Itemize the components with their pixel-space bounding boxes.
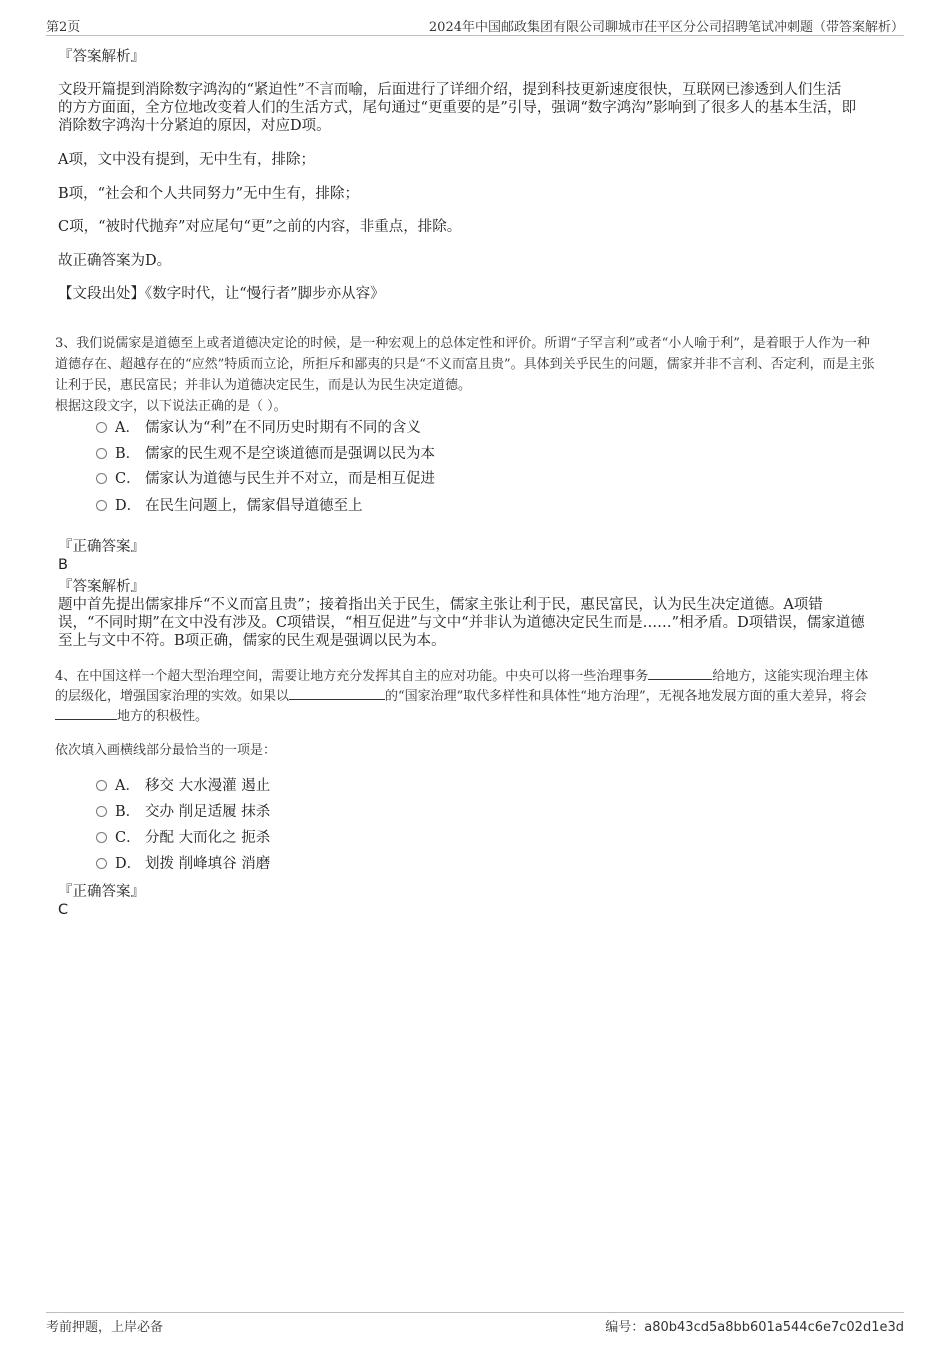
q4-option-b[interactable]: B． 交办 削足适履 抹杀 (96, 803, 270, 821)
q4-answer: C (58, 902, 69, 918)
q3-answer: B (58, 557, 68, 573)
radio-icon[interactable] (96, 448, 107, 459)
q3-analysis-line-3: 至上与文中不符。B项正确，儒家的民生观是强调以民为本。 (58, 633, 446, 649)
radio-icon[interactable] (96, 780, 107, 791)
q4-blank-1 (648, 667, 712, 680)
q4-option-a[interactable]: A． 移交 大水漫灌 遏止 (96, 777, 270, 795)
radio-icon[interactable] (96, 473, 107, 484)
document-title: 2024年中国邮政集团有限公司聊城市茌平区分公司招聘笔试冲刺题（带答案解析） (428, 20, 904, 35)
page-number: 第2页 (46, 20, 81, 35)
q4-blank-2 (289, 687, 385, 700)
radio-icon[interactable] (96, 832, 107, 843)
q4-answer-label: 『正确答案』 (58, 884, 145, 900)
q3-option-c[interactable]: C． 儒家认为道德与民生并不对立，而是相互促进 (96, 470, 435, 488)
q2-analysis-line-2: 的方方面面，全方位地改变着人们的生活方式，尾句通过“更重要的是”引导，强调“数字鸿沟”影响到了很多人的基本生活，即 (58, 100, 857, 116)
q3-option-a[interactable]: A． 儒家认为“利”在不同历史时期有不同的含义 (96, 419, 421, 437)
q3-analysis-label: 『答案解析』 (58, 579, 145, 595)
q2-analysis-line-1: 文段开篇提到消除数字鸿沟的“紧迫性”不言而喻，后面进行了详细介绍，提到科技更新速度很快，互联网已渗透到人们生活 (58, 82, 842, 98)
q2-point-a: A项，文中没有提到，无中生有，排除； (58, 152, 315, 168)
q2-conclusion: 故正确答案为D。 (58, 253, 172, 269)
q4-prompt: 依次填入画横线部分最恰当的一项是： (55, 743, 277, 758)
q3-option-b[interactable]: B． 儒家的民生观不是空谈道德而是强调以民为本 (96, 445, 435, 463)
q3-option-d[interactable]: D． 在民生问题上，儒家倡导道德至上 (96, 497, 363, 515)
q2-source: 【文段出处】《数字时代，让“慢行者”脚步亦从容》 (58, 286, 385, 302)
q2-analysis-label: 『答案解析』 (58, 49, 145, 65)
q3-stem-line-3: 让利于民，惠民富民；并非认为道德决定民生，而是认为民生决定道德。 (55, 378, 472, 393)
radio-icon[interactable] (96, 858, 107, 869)
document-code: 编号：a80b43cd5a8bb601a544c6e7c02d1e3d (605, 1320, 904, 1335)
q4-stem-line-2: 的层级化，增强国家治理的实效。如果以 的“国家治理”取代多样性和具体性“地方治理”，无视各地发展方面的重大差异，将会 (55, 689, 867, 704)
q2-point-c: C项，“被时代抛弃”对应尾句“更”之前的内容，非重点，排除。 (58, 219, 462, 235)
q3-stem-line-2: 道德存在、超越存在的“应然”特质而立论，所拒斥和鄙夷的只是“不义而富且贵”。具体到关乎民生的问题，儒家并非不言利、否定利，而是主张 (55, 357, 875, 372)
q3-question: 根据这段文字，以下说法正确的是（ ）。 (55, 399, 287, 414)
q3-analysis-line-1: 题中首先提出儒家排斥“不义而富且贵”；接着指出关于民生，儒家主张让利于民，惠民富民，认为民生决定道德。A项错 (58, 597, 823, 613)
q4-option-d[interactable]: D． 划拨 削峰填谷 消磨 (96, 855, 270, 873)
q2-analysis-line-3: 消除数字鸿沟十分紧迫的原因，对应D项。 (58, 118, 331, 134)
footer-slogan: 考前押题，上岸必备 (46, 1320, 164, 1335)
radio-icon[interactable] (96, 806, 107, 817)
q3-analysis-line-2: 误，“不同时期”在文中没有涉及。C项错误，“相互促进”与文中“并非认为道德决定民生而是……”相矛盾。D项错误，儒家道德 (58, 615, 865, 631)
q2-point-b: B项，“社会和个人共同努力”无中生有，排除； (58, 186, 359, 202)
radio-icon[interactable] (96, 422, 107, 433)
q4-blank-3 (55, 707, 117, 720)
q3-answer-label: 『正确答案』 (58, 539, 145, 555)
q3-stem-line-1: 3、我们说儒家是道德至上或者道德决定论的时候，是一种宏观上的总体定性和评价。所谓“子罕言利”或者“小人喻于利”，是着眼于人作为一种 (55, 336, 870, 351)
page-header (46, 15, 904, 36)
q4-stem-line-3: 地方的积极性。 (55, 706, 900, 727)
radio-icon[interactable] (96, 500, 107, 511)
q4-option-c[interactable]: C． 分配 大而化之 扼杀 (96, 829, 270, 847)
page-footer (46, 1312, 904, 1335)
q4-stem-line-1: 4、在中国这样一个超大型治理空间，需要让地方充分发挥其自主的应对功能。中央可以将一些治理事务 给地方，这能实现治理主体 (55, 669, 869, 684)
